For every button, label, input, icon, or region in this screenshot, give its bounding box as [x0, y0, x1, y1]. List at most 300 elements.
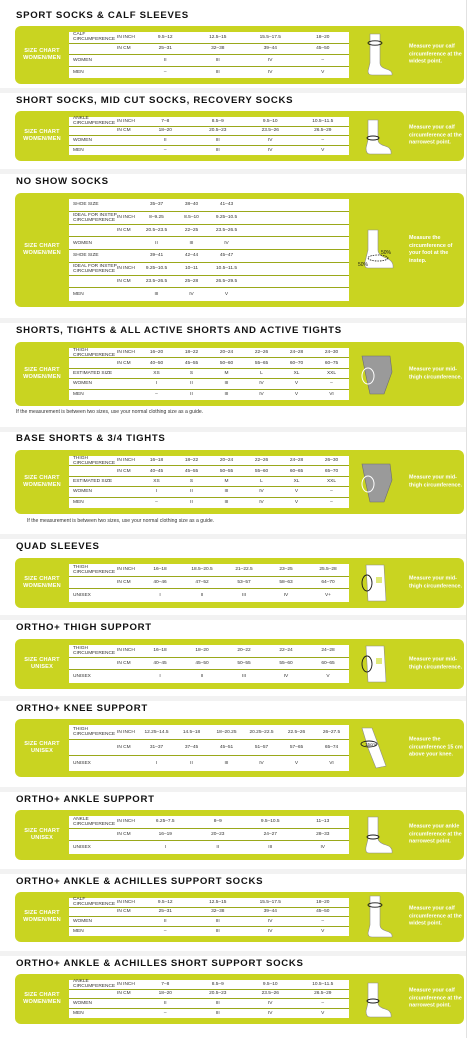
table-cell: II	[200, 674, 204, 680]
table-cell: II	[190, 392, 193, 398]
row-label: WOMEN	[73, 918, 92, 924]
section-title: ORTHO+ ANKLE SUPPORT	[16, 794, 155, 805]
illustration	[351, 810, 401, 860]
row-label: THIGH CIRCUMFERENCE	[73, 564, 116, 575]
table-cell: L	[260, 478, 263, 484]
illustration	[351, 719, 401, 777]
row-label: WOMEN	[73, 489, 92, 495]
size-note: If the measurement is between two sizes, use your normal clothing size as a guide.	[27, 518, 215, 524]
table-cell: –	[321, 918, 325, 924]
size-chart-label: SIZE CHART WOMEN/MEN	[23, 474, 61, 488]
table-cell: 50–55	[219, 468, 234, 474]
size-chart-card	[15, 111, 464, 161]
table-cell: 16–18	[153, 567, 167, 573]
table-cell: V	[294, 500, 299, 506]
table-cell: 64–70	[321, 579, 335, 585]
row-unit: IN CM	[117, 128, 131, 134]
measure-instructions: Measure your calf circumference at the widest point.	[409, 43, 462, 65]
size-chart-label: SIZE CHART UNISEX	[24, 827, 60, 841]
size-chart-card	[15, 26, 464, 84]
row-label: ANKLE CIRCUMFERENCE	[73, 116, 116, 127]
table-cell: 20.5–23	[209, 991, 227, 997]
table-row	[69, 44, 349, 56]
table-cell: –	[155, 500, 158, 506]
table-cell: 18–20	[316, 34, 330, 40]
table-cell: IV	[283, 593, 289, 599]
measure-instructions: Measure your mid-thigh circumference.	[409, 366, 463, 380]
row-unit: IN INCH	[117, 266, 135, 272]
table-cell: –	[321, 137, 325, 143]
table-cell: 21–22.5	[235, 567, 253, 573]
table-cell: 22–26	[254, 458, 269, 464]
size-chart-card	[15, 558, 464, 608]
section-divider	[0, 696, 466, 701]
section-divider	[0, 427, 466, 432]
table-cell: 51–57	[254, 744, 269, 750]
size-table	[69, 564, 349, 602]
table-cell: I	[164, 845, 166, 851]
illustration	[351, 892, 401, 942]
row-label: ESTIMATED SIZE	[73, 478, 113, 484]
table-cell: 8–9.25	[149, 215, 164, 221]
size-chart-card	[15, 342, 464, 406]
table-row	[69, 67, 349, 79]
table-cell: 65–70	[324, 468, 339, 474]
section-divider	[0, 169, 466, 174]
table-cell: IV	[267, 918, 273, 924]
section-divider	[0, 787, 466, 792]
table-row	[69, 725, 349, 740]
table-cell: 9.5–10.5	[260, 819, 280, 825]
thigh-icon	[356, 460, 396, 504]
row-label: CALF CIRCUMFERENCE	[73, 897, 116, 908]
table-cell: I	[155, 760, 158, 766]
table-cell: II	[190, 381, 193, 387]
row-label: THIGH CIRCUMFERENCE	[73, 347, 116, 358]
section-title: SHORT SOCKS, MID CUT SOCKS, RECOVERY SOCKS	[16, 95, 294, 106]
row-unit: IN CM	[117, 360, 131, 366]
table-cell: –	[163, 1010, 167, 1016]
table-cell: –	[330, 381, 333, 387]
table-cell: 25.5–28	[319, 567, 337, 573]
table-cell: 45–50	[195, 660, 209, 666]
table-cell: S	[189, 478, 194, 484]
table-cell: V	[326, 674, 330, 680]
row-unit: IN INCH	[117, 899, 135, 905]
measure-instructions: Measure your mid-thigh circumference.	[409, 474, 463, 488]
table-cell: 12.5–15	[209, 34, 227, 40]
table-cell: 37–45	[184, 744, 199, 750]
measure-instructions: Measure your mid-thigh circumference.	[409, 575, 463, 589]
table-cell: 57–65	[289, 744, 304, 750]
section-divider	[0, 88, 466, 93]
section-title: SHORTS, TIGHTS & ALL ACTIVE SHORTS AND ACTIVE TIGHTS	[16, 325, 342, 336]
table-cell: 20–23	[211, 831, 225, 837]
table-row	[69, 250, 349, 263]
table-cell: IV	[189, 292, 194, 298]
knee-icon	[356, 726, 396, 770]
table-cell: IV	[267, 1010, 273, 1016]
row-label: ESTIMATED SIZE	[73, 370, 113, 376]
illustration	[351, 639, 401, 689]
table-cell: II	[216, 845, 220, 851]
table-cell: 41–43	[219, 202, 234, 208]
table-cell: 24–28	[289, 350, 304, 356]
illustration	[351, 193, 401, 307]
row-label: WOMEN	[73, 240, 92, 246]
table-cell: 39–41	[149, 253, 164, 259]
measure-instructions: Measure your mid-thigh circumference.	[409, 656, 463, 670]
thigh-sleeve-icon	[356, 642, 396, 686]
table-cell: 10.5–11.5	[216, 266, 237, 272]
row-unit: IN CM	[117, 227, 131, 233]
row-unit: IN CM	[117, 991, 131, 997]
table-row	[69, 225, 349, 238]
table-cell: 23.5–26.5	[145, 278, 168, 284]
section-divider	[0, 951, 466, 956]
table-row	[69, 477, 349, 487]
table-cell: XL	[293, 478, 300, 484]
row-label: WOMEN	[73, 57, 92, 63]
table-cell: –	[321, 1000, 325, 1006]
illustration	[351, 974, 401, 1024]
table-cell: III	[215, 918, 220, 924]
table-cell: 40–50	[149, 360, 164, 366]
table-cell: 8.5–9	[211, 981, 224, 987]
table-row	[69, 999, 349, 1009]
table-row	[69, 358, 349, 368]
measure-instructions: Measure your calf circumference at the widest point.	[409, 905, 462, 927]
table-cell: 20.5–23	[209, 128, 227, 134]
size-chart-label: SIZE CHART WOMEN/MEN	[23, 909, 61, 923]
table-row	[69, 564, 349, 577]
table-cell: III	[215, 69, 220, 75]
row-unit: IN INCH	[117, 729, 135, 735]
table-cell: V+	[324, 593, 331, 599]
size-chart-card	[15, 892, 464, 942]
table-cell: 45–50	[316, 46, 330, 52]
table-cell: 55–60	[279, 660, 293, 666]
table-cell: 9.25–10.5	[145, 266, 168, 272]
table-cell: –	[163, 928, 167, 934]
size-note: If the measurement is between two sizes, use your normal clothing size as a guide.	[16, 409, 204, 415]
size-table	[69, 117, 349, 155]
table-cell: 60–75	[324, 360, 339, 366]
table-row	[69, 589, 349, 602]
table-cell: 40–45	[149, 468, 164, 474]
row-label: WOMEN	[73, 381, 92, 387]
table-cell: II	[190, 500, 193, 506]
table-cell: 40–45	[153, 660, 167, 666]
table-cell: 11–13	[316, 819, 330, 825]
row-unit: IN CM	[117, 831, 131, 837]
table-cell: 55–60	[254, 468, 269, 474]
table-cell: V	[294, 489, 299, 495]
table-cell: 40–46	[153, 579, 167, 585]
table-row	[69, 456, 349, 466]
row-unit: IN CM	[117, 744, 131, 750]
row-label: MEN	[73, 928, 84, 934]
table-cell: III	[224, 489, 229, 495]
illustration	[351, 450, 401, 514]
table-cell: V	[294, 381, 299, 387]
measure-instructions: Measure your ankle circumference at the narrowest point.	[409, 823, 462, 845]
table-cell: 12.25–14.5	[144, 729, 169, 735]
row-label: MEN	[73, 292, 84, 298]
table-row	[69, 980, 349, 990]
row-unit: IN INCH	[117, 648, 135, 654]
table-cell: 15.5–17.5	[259, 34, 281, 40]
row-unit: IN INCH	[117, 215, 135, 221]
table-cell: 45–55	[184, 360, 199, 366]
table-row	[69, 136, 349, 146]
size-table	[69, 456, 349, 508]
table-cell: V	[224, 292, 229, 298]
table-cell: II	[155, 240, 158, 246]
table-row	[69, 348, 349, 358]
table-cell: 65–74	[324, 744, 339, 750]
table-cell: 53–57	[237, 579, 251, 585]
table-cell: 22–24	[279, 648, 293, 654]
row-label: MEN	[73, 500, 84, 506]
table-cell: III	[268, 845, 273, 851]
table-cell: 9.25–10.5	[215, 215, 238, 221]
table-cell: V	[321, 69, 325, 75]
row-unit: IN INCH	[117, 819, 135, 825]
table-cell: 18–20	[195, 648, 209, 654]
table-cell: 18.5–20.5	[191, 567, 213, 573]
table-cell: 45–47	[219, 253, 234, 259]
table-cell: 10.5–11.5	[312, 118, 334, 124]
size-table	[69, 725, 349, 771]
table-cell: 32–38	[211, 46, 225, 52]
size-table	[69, 816, 349, 854]
section-divider	[0, 615, 466, 620]
row-unit: IN CM	[117, 660, 131, 666]
table-cell: 18–20	[158, 991, 172, 997]
table-cell: 9.5–10	[262, 981, 278, 987]
table-cell: IV	[283, 674, 289, 680]
table-cell: V	[294, 760, 299, 766]
size-chart-label: SIZE CHART UNISEX	[24, 740, 60, 754]
section-title: ORTHO+ THIGH SUPPORT	[16, 622, 152, 633]
table-cell: II	[163, 918, 167, 924]
table-cell: 25–31	[158, 909, 172, 915]
size-chart-card	[15, 974, 464, 1024]
table-row	[69, 466, 349, 476]
row-label: THIGH CIRCUMFERENCE	[73, 727, 116, 738]
table-cell: I	[159, 593, 161, 599]
table-cell: II	[200, 593, 204, 599]
illustration	[351, 26, 401, 84]
section-title: SPORT SOCKS & CALF SLEEVES	[16, 10, 189, 21]
row-unit: IN INCH	[117, 981, 135, 987]
size-table	[69, 32, 349, 78]
row-label: SHOE SIZE	[73, 253, 99, 259]
row-unit: IN INCH	[117, 350, 135, 356]
table-row	[69, 379, 349, 389]
table-cell: 22.5–26	[287, 729, 306, 735]
measure-instructions: Measure the circumference of your foot at the instep.	[409, 234, 453, 264]
size-chart-label: SIZE CHART UNISEX	[24, 656, 60, 670]
table-cell: 22–26	[254, 350, 269, 356]
table-cell: V	[294, 392, 299, 398]
section-title: ORTHO+ ANKLE & ACHILLES SHORT SUPPORT SOCKS	[16, 958, 304, 969]
table-cell: IV	[259, 392, 264, 398]
table-cell: XXL	[326, 370, 337, 376]
table-cell: 32–38	[211, 909, 225, 915]
table-cell: 42–44	[184, 253, 199, 259]
row-label: WOMEN	[73, 137, 92, 143]
table-cell: 28–33	[316, 831, 330, 837]
table-row	[69, 237, 349, 250]
table-row	[69, 829, 349, 842]
row-label: ANKLE CIRCUMFERENCE	[73, 979, 116, 990]
table-row	[69, 55, 349, 67]
table-cell: VI	[329, 392, 334, 398]
table-row	[69, 127, 349, 137]
table-cell: II	[190, 760, 193, 766]
table-cell: II	[190, 489, 193, 495]
table-cell: 23.5–26	[261, 991, 279, 997]
table-cell: 45–51	[219, 744, 234, 750]
table-cell: 16–18	[153, 648, 167, 654]
row-unit: IN CM	[117, 468, 131, 474]
table-row	[69, 369, 349, 379]
table-cell: IV	[267, 57, 273, 63]
table-row	[69, 487, 349, 497]
table-row	[69, 199, 349, 212]
table-cell: 55–65	[254, 360, 269, 366]
table-cell: III	[189, 240, 194, 246]
table-cell: IV	[259, 760, 264, 766]
row-label: ANKLE CIRCUMFERENCE	[73, 816, 116, 827]
ankle-sock-icon	[356, 114, 396, 158]
table-row	[69, 990, 349, 1000]
row-unit: IN CM	[117, 909, 131, 915]
table-row	[69, 390, 349, 400]
table-cell: IV	[267, 69, 273, 75]
table-row	[69, 927, 349, 937]
table-cell: 20–24	[219, 458, 234, 464]
table-row	[69, 645, 349, 658]
table-cell: 47–52	[195, 579, 209, 585]
table-row	[69, 32, 349, 44]
size-table	[69, 348, 349, 400]
table-cell: 7–8	[161, 118, 170, 124]
table-row	[69, 263, 349, 276]
table-row	[69, 740, 349, 755]
table-cell: 14.5–18	[182, 729, 201, 735]
table-cell: –	[163, 69, 167, 75]
table-cell: II	[163, 1000, 167, 1006]
illustration	[351, 111, 401, 161]
table-cell: XXL	[326, 478, 337, 484]
table-cell: –	[163, 147, 167, 153]
table-cell: 18–20	[158, 128, 172, 134]
table-cell: II	[163, 57, 167, 63]
size-chart-label: SIZE CHART WOMEN/MEN	[23, 242, 61, 256]
table-cell: 16–20	[149, 350, 164, 356]
thigh-icon	[356, 352, 396, 396]
table-cell: –	[330, 489, 333, 495]
table-row	[69, 898, 349, 908]
table-cell: 20–22	[237, 648, 251, 654]
table-cell: 20.5–23.5	[145, 227, 168, 233]
size-chart-label: SIZE CHART WOMEN/MEN	[23, 128, 61, 142]
table-cell: III	[224, 500, 229, 506]
section-divider	[0, 534, 466, 539]
table-cell: 12.5–15	[209, 899, 227, 905]
table-cell: 15.5–17.5	[259, 899, 281, 905]
table-row	[69, 146, 349, 156]
table-cell: 18–20	[316, 899, 330, 905]
table-cell: 6.25–7.5	[155, 819, 175, 825]
size-table	[69, 645, 349, 683]
table-row	[69, 658, 349, 671]
table-cell: V	[321, 928, 325, 934]
size-chart-card	[15, 810, 464, 860]
table-cell: 8.5–10	[184, 215, 199, 221]
table-cell: 24–28	[289, 458, 304, 464]
row-unit: IN CM	[117, 278, 131, 284]
table-cell: 25–28	[184, 278, 199, 284]
row-label: THIGH CIRCUMFERENCE	[73, 645, 116, 656]
table-cell: 58–63	[279, 579, 293, 585]
table-cell: 60–65	[289, 468, 304, 474]
table-cell: 10–11	[185, 266, 198, 272]
ankle-icon	[356, 813, 396, 857]
table-cell: 45–55	[184, 468, 199, 474]
table-cell: 18–20.25	[216, 729, 237, 735]
table-cell: –	[330, 500, 333, 506]
table-cell: S	[189, 370, 194, 376]
row-label: UNISEX	[73, 760, 91, 766]
table-cell: XS	[153, 478, 160, 484]
table-cell: L	[260, 370, 263, 376]
table-cell: IV	[320, 845, 326, 851]
table-cell: I	[159, 674, 161, 680]
table-cell: 22–25	[184, 227, 199, 233]
table-cell: –	[321, 57, 325, 63]
table-cell: 9.5–12	[157, 34, 173, 40]
table-cell: I	[155, 381, 158, 387]
table-cell: 20–24	[219, 350, 234, 356]
sock-calf-icon	[356, 895, 396, 939]
size-table	[69, 199, 349, 301]
table-cell: 8–9	[213, 819, 222, 825]
size-chart-label: SIZE CHART WOMEN/MEN	[23, 991, 61, 1005]
row-label: UNISEX	[73, 593, 91, 599]
table-cell: 8.5–9	[211, 118, 224, 124]
table-row	[69, 212, 349, 225]
section-title: ORTHO+ ANKLE & ACHILLES SUPPORT SOCKS	[16, 876, 264, 887]
row-label: MEN	[73, 392, 84, 398]
section-title: QUAD SLEEVES	[16, 541, 100, 552]
row-label: MEN	[73, 69, 84, 75]
table-cell: IV	[267, 1000, 273, 1006]
table-cell: 24–28	[321, 648, 335, 654]
size-chart-label: SIZE CHART WOMEN/MEN	[23, 575, 61, 589]
table-cell: XL	[293, 370, 300, 376]
table-cell: II	[163, 137, 167, 143]
table-cell: 23.5–26.5	[215, 227, 238, 233]
row-unit: IN CM	[117, 579, 131, 585]
row-label: UNISEX	[73, 845, 91, 851]
row-label: IDEAL FOR INSTEP CIRCUMFERENCE	[73, 263, 117, 274]
table-row	[69, 498, 349, 508]
table-cell: –	[155, 392, 158, 398]
